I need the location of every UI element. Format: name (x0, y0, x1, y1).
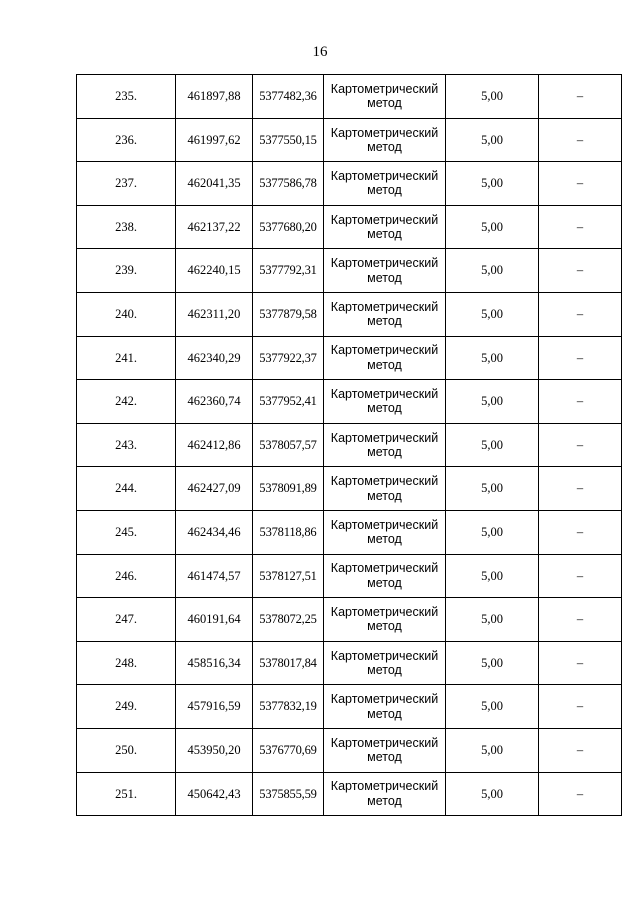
note-cell: – (539, 118, 622, 162)
point-number-cell: 239. (77, 249, 176, 293)
method-cell: Картометрический метод (324, 728, 446, 772)
y-coordinate-cell: 5378017,84 (253, 641, 324, 685)
note-cell: – (539, 292, 622, 336)
note-cell: – (539, 249, 622, 293)
table-row (77, 75, 622, 119)
accuracy-cell: 5,00 (446, 380, 539, 424)
table-row (77, 205, 622, 249)
point-number-cell: 247. (77, 598, 176, 642)
accuracy-cell: 5,00 (446, 75, 539, 119)
table-row (77, 423, 622, 467)
table-row (77, 467, 622, 511)
accuracy-cell: 5,00 (446, 554, 539, 598)
method-cell: Картометрический метод (324, 380, 446, 424)
accuracy-cell: 5,00 (446, 467, 539, 511)
y-coordinate-cell: 5377586,78 (253, 162, 324, 206)
method-cell: Картометрический метод (324, 205, 446, 249)
accuracy-cell: 5,00 (446, 598, 539, 642)
note-cell: – (539, 162, 622, 206)
x-coordinate-cell: 453950,20 (176, 728, 253, 772)
accuracy-cell: 5,00 (446, 641, 539, 685)
point-number-cell: 237. (77, 162, 176, 206)
x-coordinate-cell: 461474,57 (176, 554, 253, 598)
note-cell: – (539, 598, 622, 642)
method-cell: Картометрический метод (324, 510, 446, 554)
table-row (77, 380, 622, 424)
y-coordinate-cell: 5376770,69 (253, 728, 324, 772)
table-row (77, 292, 622, 336)
point-number-cell: 251. (77, 772, 176, 816)
y-coordinate-cell: 5378057,57 (253, 423, 324, 467)
method-cell: Картометрический метод (324, 685, 446, 729)
accuracy-cell: 5,00 (446, 423, 539, 467)
note-cell: – (539, 205, 622, 249)
note-cell: – (539, 75, 622, 119)
x-coordinate-cell: 450642,43 (176, 772, 253, 816)
accuracy-cell: 5,00 (446, 162, 539, 206)
point-number-cell: 235. (77, 75, 176, 119)
y-coordinate-cell: 5377952,41 (253, 380, 324, 424)
note-cell: – (539, 641, 622, 685)
note-cell: – (539, 336, 622, 380)
method-cell: Картометрический метод (324, 75, 446, 119)
note-cell: – (539, 510, 622, 554)
method-cell: Картометрический метод (324, 598, 446, 642)
table-row (77, 554, 622, 598)
accuracy-cell: 5,00 (446, 249, 539, 293)
method-cell: Картометрический метод (324, 772, 446, 816)
coordinates-table-body (77, 75, 622, 816)
page-number: 16 (312, 44, 328, 60)
x-coordinate-cell: 462340,29 (176, 336, 253, 380)
method-cell: Картометрический метод (324, 249, 446, 293)
y-coordinate-cell: 5378072,25 (253, 598, 324, 642)
y-coordinate-cell: 5377680,20 (253, 205, 324, 249)
table-row (77, 249, 622, 293)
method-cell: Картометрический метод (324, 641, 446, 685)
y-coordinate-cell: 5377550,15 (253, 118, 324, 162)
x-coordinate-cell: 462240,15 (176, 249, 253, 293)
x-coordinate-cell: 462360,74 (176, 380, 253, 424)
y-coordinate-cell: 5378118,86 (253, 510, 324, 554)
point-number-cell: 238. (77, 205, 176, 249)
table-row (77, 641, 622, 685)
x-coordinate-cell: 462137,22 (176, 205, 253, 249)
y-coordinate-cell: 5377832,19 (253, 685, 324, 729)
table-row (77, 510, 622, 554)
accuracy-cell: 5,00 (446, 336, 539, 380)
table-row (77, 728, 622, 772)
point-number-cell: 248. (77, 641, 176, 685)
y-coordinate-cell: 5375855,59 (253, 772, 324, 816)
note-cell: – (539, 554, 622, 598)
point-number-cell: 243. (77, 423, 176, 467)
accuracy-cell: 5,00 (446, 772, 539, 816)
accuracy-cell: 5,00 (446, 685, 539, 729)
table-row (77, 162, 622, 206)
point-number-cell: 240. (77, 292, 176, 336)
x-coordinate-cell: 462434,46 (176, 510, 253, 554)
point-number-cell: 245. (77, 510, 176, 554)
table-row (77, 598, 622, 642)
x-coordinate-cell: 461997,62 (176, 118, 253, 162)
coordinates-table (76, 74, 622, 816)
note-cell: – (539, 467, 622, 511)
x-coordinate-cell: 457916,59 (176, 685, 253, 729)
accuracy-cell: 5,00 (446, 292, 539, 336)
point-number-cell: 242. (77, 380, 176, 424)
note-cell: – (539, 423, 622, 467)
point-number-cell: 244. (77, 467, 176, 511)
method-cell: Картометрический метод (324, 336, 446, 380)
accuracy-cell: 5,00 (446, 205, 539, 249)
y-coordinate-cell: 5377792,31 (253, 249, 324, 293)
point-number-cell: 236. (77, 118, 176, 162)
x-coordinate-cell: 462427,09 (176, 467, 253, 511)
accuracy-cell: 5,00 (446, 510, 539, 554)
x-coordinate-cell: 462412,86 (176, 423, 253, 467)
x-coordinate-cell: 460191,64 (176, 598, 253, 642)
point-number-cell: 249. (77, 685, 176, 729)
point-number-cell: 241. (77, 336, 176, 380)
note-cell: – (539, 728, 622, 772)
method-cell: Картометрический метод (324, 118, 446, 162)
table-row (77, 118, 622, 162)
method-cell: Картометрический метод (324, 162, 446, 206)
point-number-cell: 250. (77, 728, 176, 772)
note-cell: – (539, 380, 622, 424)
x-coordinate-cell: 462311,20 (176, 292, 253, 336)
method-cell: Картометрический метод (324, 292, 446, 336)
y-coordinate-cell: 5377482,36 (253, 75, 324, 119)
note-cell: – (539, 772, 622, 816)
method-cell: Картометрический метод (324, 554, 446, 598)
note-cell: – (539, 685, 622, 729)
x-coordinate-cell: 462041,35 (176, 162, 253, 206)
x-coordinate-cell: 461897,88 (176, 75, 253, 119)
y-coordinate-cell: 5378091,89 (253, 467, 324, 511)
table-row (77, 336, 622, 380)
method-cell: Картометрический метод (324, 467, 446, 511)
x-coordinate-cell: 458516,34 (176, 641, 253, 685)
accuracy-cell: 5,00 (446, 118, 539, 162)
table-row (77, 772, 622, 816)
y-coordinate-cell: 5377879,58 (253, 292, 324, 336)
y-coordinate-cell: 5377922,37 (253, 336, 324, 380)
table-row (77, 685, 622, 729)
method-cell: Картометрический метод (324, 423, 446, 467)
accuracy-cell: 5,00 (446, 728, 539, 772)
y-coordinate-cell: 5378127,51 (253, 554, 324, 598)
point-number-cell: 246. (77, 554, 176, 598)
